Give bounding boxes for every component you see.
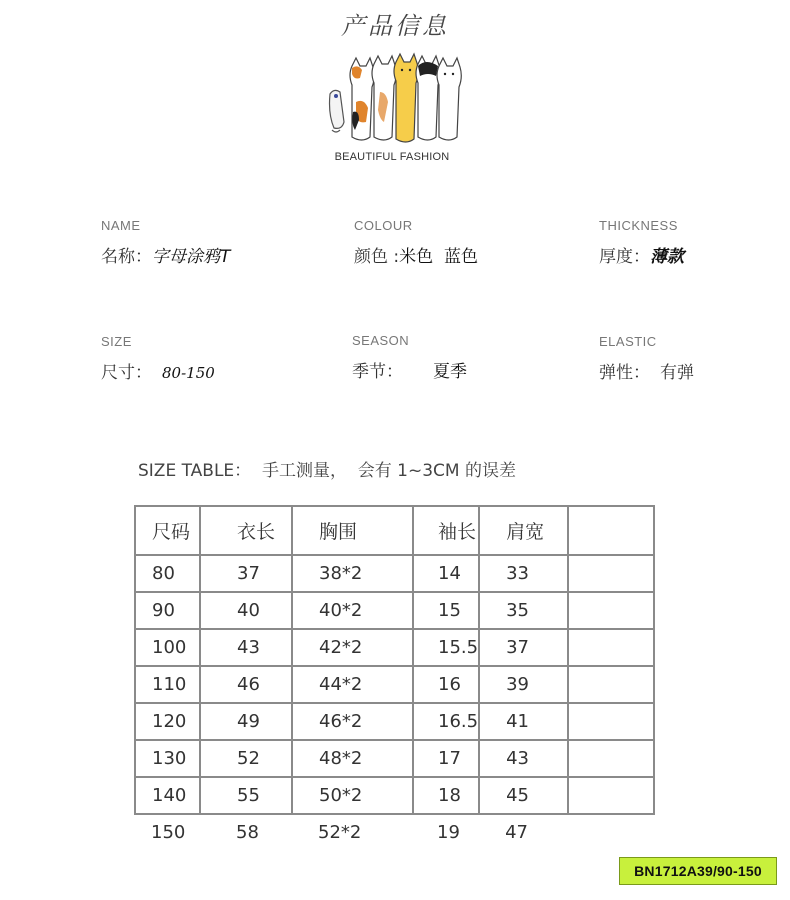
sku-badge: BN1712A39/90-150	[619, 857, 777, 885]
attr-season	[352, 333, 467, 382]
attr-size-value: 80-150	[162, 364, 215, 382]
attr-thickness-en: THICKNESS	[599, 218, 678, 233]
attr-season-value: 夏季	[433, 362, 467, 382]
attr-colour-label: 颜色 :	[354, 247, 400, 267]
table-cell: 55	[200, 777, 292, 814]
table-cell: 15.5	[413, 629, 479, 666]
table-cell: 35	[479, 592, 568, 629]
table-cell: 42*2	[292, 629, 413, 666]
table-row	[135, 814, 654, 850]
table-cell: 16.5	[413, 703, 479, 740]
header-empty	[568, 506, 654, 555]
table-cell: 15	[413, 592, 479, 629]
attr-name	[101, 218, 230, 267]
table-cell	[568, 666, 654, 703]
attr-elastic	[599, 334, 694, 383]
brand-logo	[322, 52, 462, 170]
table-row	[135, 629, 654, 666]
table-cell: 110	[135, 666, 200, 703]
attr-thickness-value: 薄款	[650, 247, 684, 267]
attr-name-value: 字母涂鸦T	[152, 247, 231, 267]
table-cell: 47	[479, 814, 568, 850]
attr-season-label: 季节：	[352, 362, 403, 382]
table-cell: 150	[135, 814, 200, 850]
table-cell	[568, 555, 654, 592]
table-cell: 45	[479, 777, 568, 814]
table-cell: 80	[135, 555, 200, 592]
table-cell: 52*2	[292, 814, 413, 850]
attr-elastic-en: ELASTIC	[599, 334, 657, 349]
table-cell: 41	[479, 703, 568, 740]
header-size: 尺码	[135, 506, 200, 555]
table-cell: 100	[135, 629, 200, 666]
table-cell: 37	[200, 555, 292, 592]
table-cell: 52	[200, 740, 292, 777]
table-row	[135, 703, 654, 740]
table-row	[135, 740, 654, 777]
table-cell: 38*2	[292, 555, 413, 592]
table-row	[135, 777, 654, 814]
attr-colour-value: 米色 蓝色	[399, 247, 478, 267]
attr-size-en: SIZE	[101, 334, 132, 349]
attr-thickness-label: 厚度：	[599, 247, 650, 267]
table-cell	[568, 777, 654, 814]
table-cell: 39	[479, 666, 568, 703]
table-cell: 46*2	[292, 703, 413, 740]
header-chest: 胸围	[292, 506, 413, 555]
table-cell: 37	[479, 629, 568, 666]
table-cell: 43	[479, 740, 568, 777]
attr-size-label: 尺寸：	[101, 363, 152, 383]
attr-elastic-label: 弹性：	[599, 363, 650, 383]
attr-colour-en: COLOUR	[354, 218, 413, 233]
table-cell	[568, 629, 654, 666]
table-row	[135, 592, 654, 629]
table-cell: 140	[135, 777, 200, 814]
table-cell: 16	[413, 666, 479, 703]
table-row	[135, 555, 654, 592]
attr-season-en: SEASON	[352, 333, 410, 348]
size-table-heading: SIZE TABLE： 手工测量， 会有 1~3CM 的误差	[138, 461, 517, 481]
attr-elastic-value: 有弹	[660, 363, 694, 383]
attr-thickness	[599, 218, 684, 267]
table-cell: 46	[200, 666, 292, 703]
table-cell	[568, 703, 654, 740]
table-cell: 40*2	[292, 592, 413, 629]
header-shoulder: 肩宽	[479, 506, 568, 555]
table-cell: 90	[135, 592, 200, 629]
table-cell: 50*2	[292, 777, 413, 814]
table-cell: 17	[413, 740, 479, 777]
table-cell: 14	[413, 555, 479, 592]
table-cell: 44*2	[292, 666, 413, 703]
attr-size	[101, 334, 215, 383]
table-cell	[568, 592, 654, 629]
table-cell: 48*2	[292, 740, 413, 777]
cat-illustration-icon	[322, 52, 462, 152]
header-sleeve: 袖长	[413, 506, 479, 555]
logo-text: BEAUTIFUL FASHION	[334, 151, 450, 163]
table-row	[135, 666, 654, 703]
attr-name-en: NAME	[101, 218, 141, 233]
header-length: 衣长	[200, 506, 292, 555]
table-cell: 120	[135, 703, 200, 740]
table-cell: 58	[200, 814, 292, 850]
attr-name-label: 名称：	[101, 247, 152, 267]
table-cell: 49	[200, 703, 292, 740]
size-table-header-row	[135, 506, 654, 555]
table-cell: 130	[135, 740, 200, 777]
table-cell	[568, 740, 654, 777]
page-title: 产品信息	[341, 12, 449, 40]
size-table	[134, 505, 655, 850]
attr-colour	[354, 218, 478, 267]
table-cell: 33	[479, 555, 568, 592]
table-cell: 40	[200, 592, 292, 629]
table-cell	[568, 814, 654, 850]
table-cell: 19	[413, 814, 479, 850]
table-cell: 43	[200, 629, 292, 666]
table-cell: 18	[413, 777, 479, 814]
